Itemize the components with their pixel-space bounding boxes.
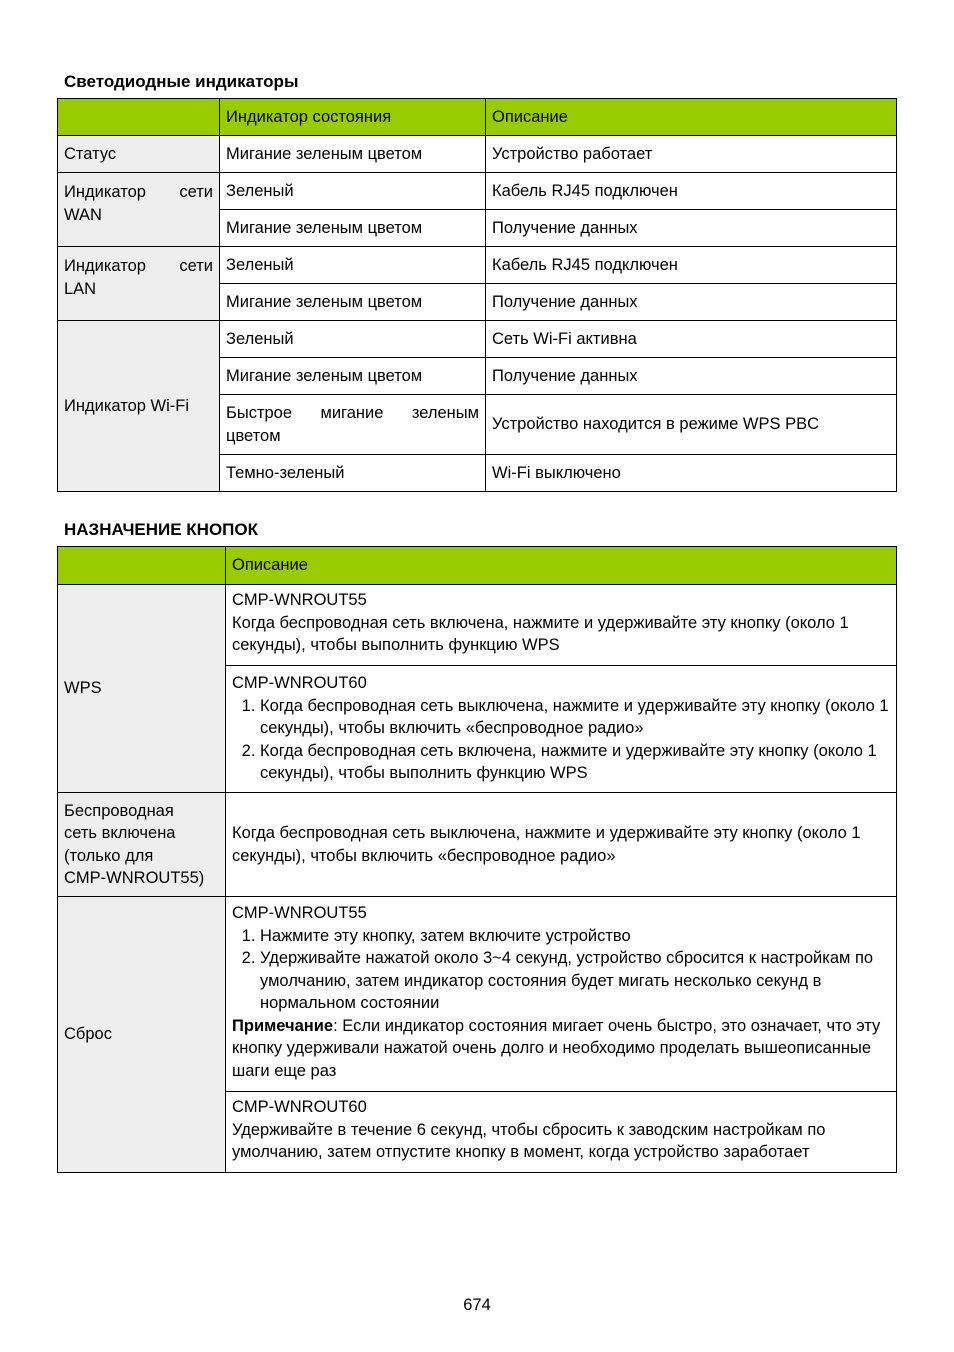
list-item: 1. Когда беспроводная сеть выключена, нажмите и удерживайте эту кнопку (около 1 секунды), чтобы включить «беспроводное радио» bbox=[260, 695, 890, 740]
row-label-wan bbox=[58, 173, 220, 247]
table-row bbox=[58, 321, 897, 358]
description-text: Удерживайте в течение 6 секунд, чтобы сбросить к заводским настройкам по умолчанию, затем отпустите кнопку в момент, когда устройство заработает bbox=[232, 1120, 826, 1161]
cell-state: Зеленый bbox=[220, 321, 486, 358]
table-row bbox=[58, 793, 897, 897]
cell-description: Сеть Wi-Fi активна bbox=[486, 321, 897, 358]
cell-reset-model60 bbox=[226, 1092, 897, 1173]
cell-state: Зеленый bbox=[220, 173, 486, 210]
cell-description: Получение данных bbox=[486, 358, 897, 395]
header-empty-cell bbox=[58, 99, 220, 136]
row-label-lan bbox=[58, 247, 220, 321]
model-name: CMP-WNROUT60 bbox=[232, 674, 367, 692]
note-paragraph bbox=[232, 1015, 890, 1083]
label-line: LAN bbox=[64, 279, 97, 298]
buttons-table bbox=[57, 546, 897, 1173]
table-row bbox=[58, 136, 897, 173]
cell-wps-model55 bbox=[226, 585, 897, 666]
cell-state: Темно-зеленый bbox=[220, 455, 486, 492]
state-line: цветом bbox=[226, 426, 281, 445]
model-name: CMP-WNROUT55 bbox=[232, 591, 367, 609]
cell-description: Получение данных bbox=[486, 210, 897, 247]
steps-list bbox=[232, 925, 890, 1015]
cell-wps-model60 bbox=[226, 666, 897, 793]
led-indicators-table bbox=[57, 98, 897, 492]
label-line: CMP-WNROUT55) bbox=[64, 869, 205, 887]
note-label: Примечание bbox=[232, 1016, 334, 1035]
row-label-reset: Сброс bbox=[58, 897, 226, 1173]
led-section-title: Светодиодные индикаторы bbox=[64, 72, 299, 91]
table-row bbox=[58, 247, 897, 284]
description-text: Когда беспроводная сеть включена, нажмите и удерживайте эту кнопку (около 1 секунды), чтобы выполнить функцию WPS bbox=[232, 613, 849, 654]
cell-description: Устройство работает bbox=[486, 136, 897, 173]
buttons-section-title: НАЗНАЧЕНИЕ КНОПОК bbox=[64, 520, 258, 539]
cell-wireless-description: Когда беспроводная сеть выключена, нажмите и удерживайте эту кнопку (около 1 секунды), чтобы включить «беспроводное радио» bbox=[226, 793, 897, 897]
note-text: : Если индикатор состояния мигает очень быстро, это означает, что эту кнопку удерживали нажатой очень долго и необходимо проделать вышеописанные шаги еще раз bbox=[232, 1016, 881, 1080]
table-row bbox=[58, 585, 897, 666]
label-line: WAN bbox=[64, 205, 102, 224]
cell-description: Кабель RJ45 подключен bbox=[486, 247, 897, 284]
cell-description: Устройство находится в режиме WPS PBC bbox=[486, 395, 897, 455]
model-name: CMP-WNROUT55 bbox=[232, 904, 367, 922]
cell-state bbox=[220, 395, 486, 455]
table-row bbox=[58, 173, 897, 210]
row-label-wifi: Индикатор Wi-Fi bbox=[58, 321, 220, 492]
list-item: 2. Удерживайте нажатой около 3~4 секунд, устройство сбросится к настройкам по умолчанию, затем индикатор состояния будет мигать несколько секунд в нормальном состоянии bbox=[260, 947, 890, 1015]
table-header-row bbox=[58, 547, 897, 585]
table-row bbox=[58, 897, 897, 1092]
cell-state: Мигание зеленым цветом bbox=[220, 358, 486, 395]
list-item: 1. Нажмите эту кнопку, затем включите устройство bbox=[260, 925, 890, 948]
row-label-wps: WPS bbox=[58, 585, 226, 793]
cell-description: Кабель RJ45 подключен bbox=[486, 173, 897, 210]
row-label-status: Статус bbox=[58, 136, 220, 173]
steps-list bbox=[232, 695, 890, 785]
header-description: Описание bbox=[486, 99, 897, 136]
table-header-row bbox=[58, 99, 897, 136]
state-line: Быстрое мигание зеленым bbox=[226, 404, 479, 422]
page-number: 674 bbox=[463, 1296, 491, 1314]
label-line: Индикатор сети bbox=[64, 257, 213, 275]
header-empty-cell bbox=[58, 547, 226, 585]
cell-state: Зеленый bbox=[220, 247, 486, 284]
cell-state: Мигание зеленым цветом bbox=[220, 136, 486, 173]
cell-state: Мигание зеленым цветом bbox=[220, 284, 486, 321]
cell-description: Получение данных bbox=[486, 284, 897, 321]
label-line: Беспроводная bbox=[64, 801, 174, 820]
list-item: 2. Когда беспроводная сеть включена, нажмите и удерживайте эту кнопку (около 1 секунды), чтобы выполнить функцию WPS bbox=[260, 740, 890, 785]
model-name: CMP-WNROUT60 bbox=[232, 1098, 367, 1116]
cell-description: Wi-Fi выключено bbox=[486, 455, 897, 492]
label-line: (только для bbox=[64, 846, 154, 865]
cell-state: Мигание зеленым цветом bbox=[220, 210, 486, 247]
header-description: Описание bbox=[226, 547, 897, 585]
label-line: Индикатор сети bbox=[64, 183, 213, 201]
row-label-wireless bbox=[58, 793, 226, 897]
header-state: Индикатор состояния bbox=[220, 99, 486, 136]
label-line: сеть включена bbox=[64, 824, 176, 842]
cell-reset-model55 bbox=[226, 897, 897, 1092]
